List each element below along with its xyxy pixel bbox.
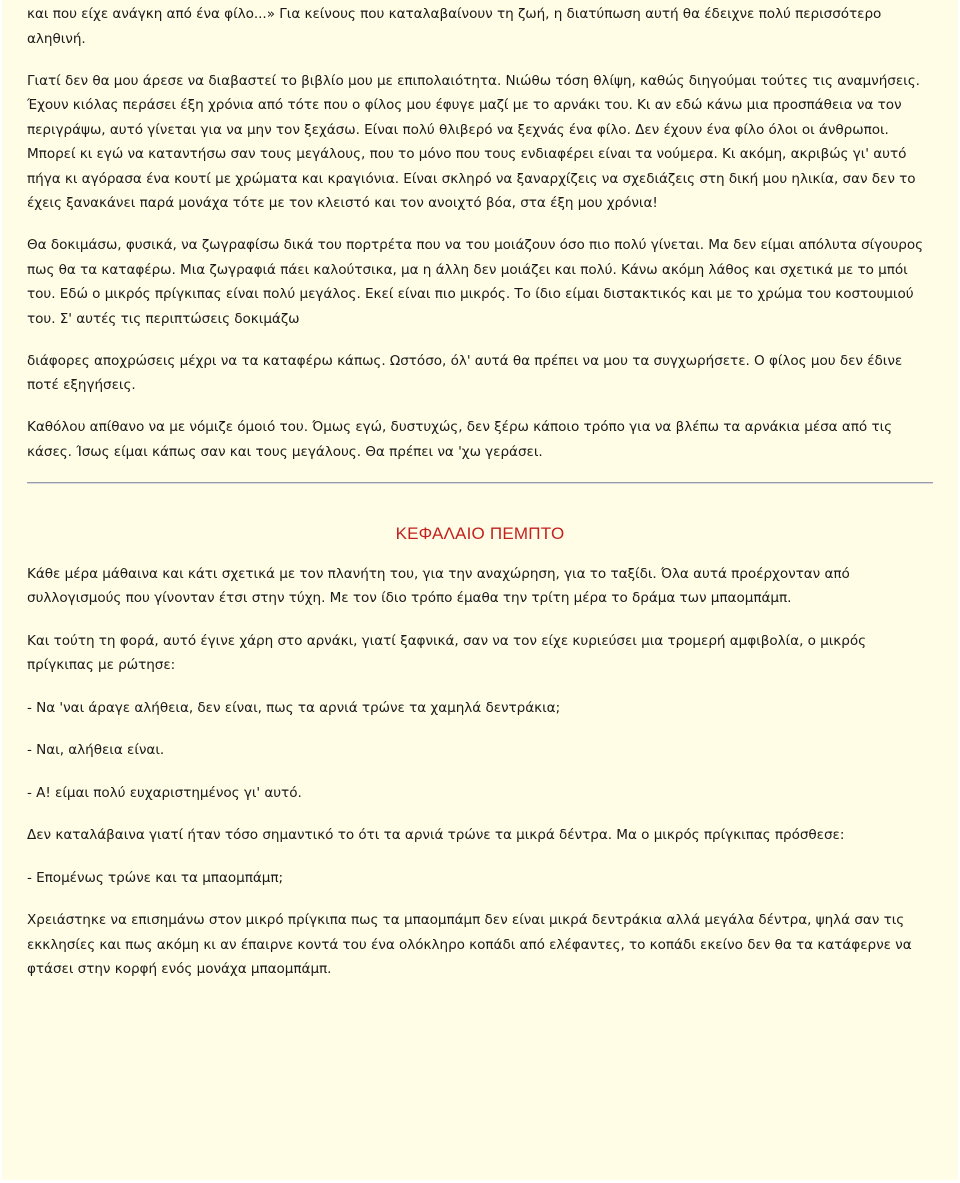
dialogue-line: - Ναι, αλήθεια είναι. (27, 742, 165, 758)
paragraph: Χρειάστηκε να επισημάνω στον μικρό πρίγκιπα πως τα μπαομπάμπ δεν είναι μικρά δεντράκια αλλά μεγάλα δέντρα, ψηλά σαν τις εκκλησίες και πως ακόμη κι αν έπαιρνε κοντά του ένα ολόκληρο κοπάδι από ελέφαντες, το κοπάδι εκείνο δεν θα τα κατάφερνε να φτάσει στην κορφή ενός μονάχα μπαομπάμπ. (27, 912, 912, 977)
paragraph: Δεν καταλάβαινα γιατί ήταν τόσο σημαντικό το ότι τα αρνιά τρώνε τα μικρά δέντρα. Μα ο μικρός πρίγκιπας πρόσθεσε: (27, 827, 845, 843)
dialogue-line: - Α! είμαι πολύ ευχαριστημένος γι' αυτό. (27, 784, 302, 801)
document-page (2, 0, 958, 1180)
paragraph: και που είχε ανάγκη από ένα φίλο...» Για κείνους που καταλαβαίνουν τη ζωή, η διατύπωση αυτή θα έδειχνε πολύ περισσότερο αληθινή. (27, 6, 882, 47)
paragraph: διάφορες αποχρώσεις μέχρι να τα καταφέρω κάπως. Ωστόσο, όλ' αυτά θα πρέπει να μου τα συγχωρήσετε. Ο φίλος μου δεν έδινε ποτέ εξηγήσεις. (27, 352, 903, 393)
chapter-body (27, 562, 933, 982)
section-divider (27, 482, 933, 484)
paragraph: Θα δοκιμάσω, φυσικά, να ζωγραφίσω δικά του πορτρέτα που να του μοιάζουν όσο πιο πολύ γίνεται. Μα δεν είμαι απόλυτα σίγουρος πως θα τα καταφέρω. Μια ζωγραφιά πάει καλούτσικα, μα η άλλη δεν μοιάζει και πολύ. Κάνω ακόμη λάθος και σχετικά με το μπόι του. Εδώ ο μικρός πρίγκιπας είναι πολύ μεγάλος. Εκεί είναι πιο μικρός. Το ίδιο είμαι διστακτικός και με το χρώμα του κοστουμιού του. Σ' αυτές τις περιπτώσεις δοκιμάζω (27, 237, 924, 327)
dialogue-line: - Επομένως τρώνε και τα μπαομπάμπ; (27, 869, 284, 886)
paragraph: Γιατί δεν θα μου άρεσε να διαβαστεί το βιβλίο μου με επιπολαιότητα. Νιώθω τόση θλίψη, καθώς διηγούμαι τούτες τις αναμνήσεις. Έχουν κιόλας περάσει έξη χρόνια από τότε που ο φίλος μου έφυγε μαζί με το αρνάκι του. Κι αν εδώ κάνω μια προσπάθεια να τον περιγράψω, αυτό γίνεται για να μην τον ξεχάσω. Είναι πολύ θλιβερό να ξεχνάς ένα φίλο. Δεν έχουν ένα φίλο όλοι οι άνθρωποι. Μπορεί κι εγώ να καταντήσω σαν τους μεγάλους, που το μόνο που τους ενδιαφέρει είναι τα νούμερα. Κι ακόμη, ακριβώς γι' αυτό πήγα κι αγόρασα ένα κουτί με χρώματα και κραγιόνια. Είναι σκληρό να ξαναρχίζεις να σχεδιάζεις στη δική μου ηλικία, σαν δεν το έχεις ξανακάνει παρά μονάχα τότε με τον κλειστό και τον ανοιχτό βόα, στα έξη μου χρόνια! (27, 72, 920, 211)
paragraph: Κάθε μέρα μάθαινα και κάτι σχετικά με τον πλανήτη του, για την αναχώρηση, για το ταξίδι. Όλα αυτά προέρχονταν από συλλογισμούς που γίνονταν έτσι στην τύχη. Με τον ίδιο τρόπο έμαθα την τρίτη μέρα το δράμα των μπαομπάμπ. (27, 565, 850, 606)
dialogue-line: - Να 'ναι άραγε αλήθεια, δεν είναι, πως τα αρνιά τρώνε τα χαμηλά δεντράκια; (27, 699, 561, 716)
chapter-title: ΚΕΦΑΛΑΙΟ ΠΕΜΠΤΟ (395, 523, 565, 543)
paragraph: Και τούτη τη φορά, αυτό έγινε χάρη στο αρνάκι, γιατί ξαφνικά, σαν να τον είχε κυριεύσει μια τρομερή αμφιβολία, ο μικρός πρίγκιπας με ρώτησε: (27, 632, 867, 673)
paragraph: Καθόλου απίθανο να με νόμιζε όμοιό του. Όμως εγώ, δυστυχώς, δεν ξέρω κάποιο τρόπο για να βλέπω τα αρνάκια μέσα από τις κάσες. Ίσως είμαι κάπως σαν και τους μεγάλους. Θα πρέπει να 'χω γεράσει. (27, 419, 893, 460)
